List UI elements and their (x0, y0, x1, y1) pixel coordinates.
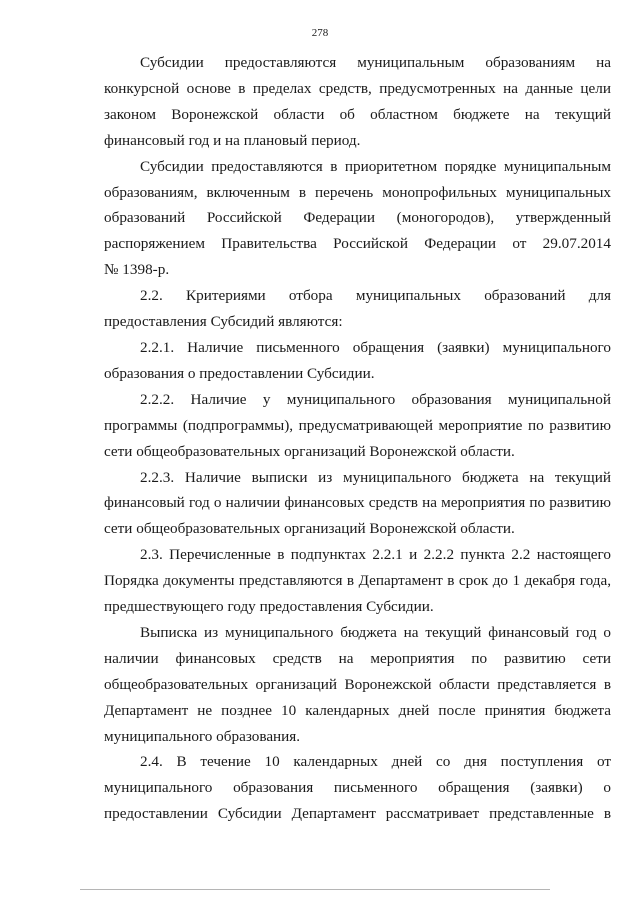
text-line: распоряжением Правительства Российской Федерации от 29.07.2014 (104, 235, 611, 253)
text-line: Порядка документы представляются в Департамент в срок до 1 декабря года, (104, 572, 611, 590)
text-line: Департамент не позднее 10 календарных дней после принятия бюджета (104, 701, 611, 719)
text-line: 2.2. Критериями отбора муниципальных образований для (140, 287, 611, 305)
paragraph-2-2 (104, 283, 611, 335)
text-line: конкурсной основе в пределах средств, предусмотренных на данные цели (104, 79, 611, 97)
text-line: сети общеобразовательных организаций Воронежской области. (104, 442, 515, 460)
text-line: Субсидии предоставляются в приоритетном порядке муниципальным (140, 157, 611, 175)
text-line: Субсидии предоставляются муниципальным образованиям на (140, 54, 611, 71)
paragraph-2-4 (104, 749, 611, 827)
paragraph-2-2-3 (104, 465, 611, 543)
text-line: предшествующего году предоставления Субсидии. (104, 598, 434, 616)
text-line: образований Российской Федерации (моногородов), утвержденный (104, 209, 611, 227)
page-bottom-divider (80, 889, 550, 890)
text-line: Выписка из муниципального бюджета на текущий финансовый год о (140, 623, 611, 641)
text-line: 2.2.1. Наличие письменного обращения (заявки) муниципального (140, 338, 611, 356)
text-line: № 1398-р. (104, 261, 170, 279)
text-line: законом Воронежской области об областном бюджете на текущий (104, 105, 611, 123)
text-line: предоставления Субсидий являются: (104, 313, 343, 331)
paragraph-subsidy-competitive (104, 50, 611, 154)
text-line: муниципального образования. (104, 727, 301, 745)
text-line: финансовый год и на плановый период. (104, 131, 361, 149)
text-line: предоставлении Субсидии Департамент рассматривает представленные в (104, 805, 611, 823)
text-line: общеобразовательных организаций Воронежской области представляется в (104, 675, 611, 693)
document-body (104, 50, 611, 827)
text-line: 2.4. В течение 10 календарных дней со дня поступления от (140, 753, 611, 771)
text-line: муниципального образования письменного обращения (заявки) о (104, 779, 611, 797)
text-line: наличии финансовых средств на мероприятия по развитию сети (104, 649, 611, 667)
page-number: 278 (311, 27, 329, 39)
text-line: образования о предоставлении Субсидии. (104, 364, 375, 382)
text-line: образованиям, включенным в перечень монопрофильных муниципальных (104, 183, 611, 201)
paragraph-budget-extract (104, 620, 611, 750)
text-line: 2.2.2. Наличие у муниципального образования муниципальной (140, 390, 611, 408)
text-line: 2.2.3. Наличие выписки из муниципального бюджета на текущий (140, 468, 611, 486)
text-line: программы (подпрограммы), предусматривающей мероприятие по развитию (104, 416, 611, 434)
paragraph-2-2-1 (104, 335, 611, 387)
paragraph-2-2-2 (104, 387, 611, 465)
paragraph-2-3 (104, 542, 611, 620)
paragraph-subsidy-priority (104, 154, 611, 284)
text-line: 2.3. Перечисленные в подпунктах 2.2.1 и 2.2.2 пункта 2.2 настоящего (140, 546, 611, 564)
text-line: финансовый год о наличии финансовых средств на мероприятия по развитию (104, 494, 611, 512)
text-line: сети общеобразовательных организаций Воронежской области. (104, 520, 515, 538)
